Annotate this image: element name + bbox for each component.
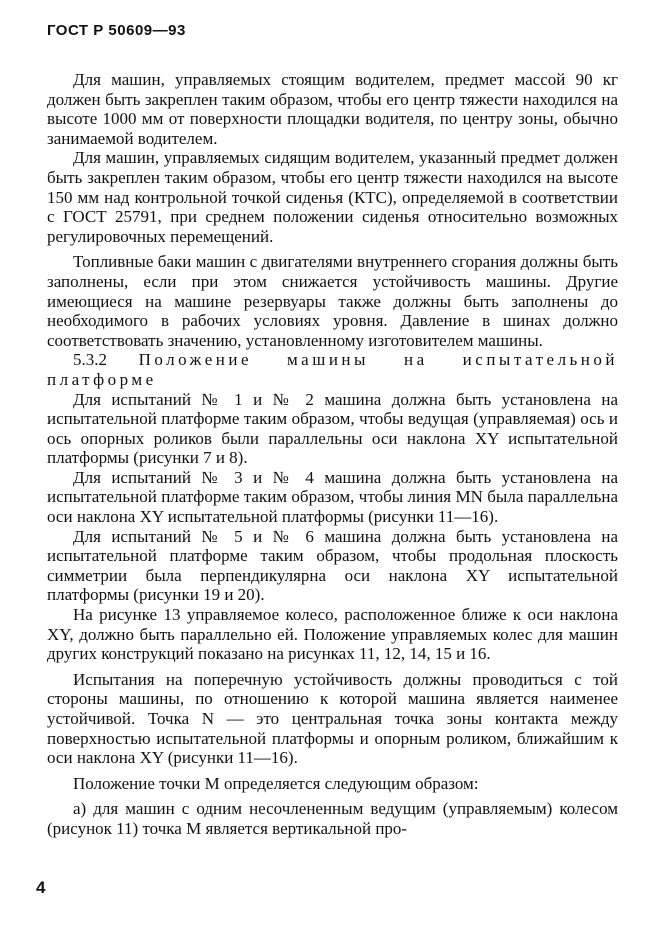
section-title: Положение машины на испытательной платформе (47, 350, 618, 389)
paragraph: На рисунке 13 управляемое колесо, расположенное ближе к оси наклона XY, должно быть параллельно ей. Положение управляемых колес для машин других конструкций показано на рисунках 11, 12, 14, 15 и 16. (47, 605, 618, 664)
paragraph: а) для машин с одним несочлененным ведущим (управляемым) колесом (рисунок 11) точка M является вертикальной про- (47, 799, 618, 838)
paragraph: Для испытаний № 1 и № 2 машина должна быть установлена на испытательной платформе таким образом, чтобы ведущая (управляемая) ось и ось опорных роликов были параллельны оси наклона XY испытательной платформы (рисунки 7 и 8). (47, 389, 618, 468)
page-number: 4 (36, 878, 46, 897)
section-heading (47, 350, 618, 389)
paragraph: Для машин, управляемых стоящим водителем, предмет массой 90 кг должен быть закреплен таким образом, чтобы его центр тяжести находился на высоте 1000 мм от поверхности площадки водителя, по центру зоны, обычно занимаемой водителем. (47, 70, 618, 148)
document-header: ГОСТ Р 50609—93 (47, 22, 186, 39)
paragraph: Для испытаний № 5 и № 6 машина должна быть установлена на испытательной платформе таким образом, чтобы продольная плоскость симметрии была перпендикулярна оси наклона XY испытательной платформы (рисунки 19 и 20). (47, 526, 618, 605)
section-number: 5.3.2 (73, 350, 107, 370)
paragraph: Для машин, управляемых сидящим водителем, указанный предмет должен быть закреплен таким образом, чтобы его центр тяжести находился на высоте 150 мм над контрольной точкой сиденья (КТС), определяемой в соответствии с ГОСТ 25791, при среднем положении сиденья относительно возможных регулировочных перемещений. (47, 148, 618, 246)
paragraph: Топливные баки машин с двигателями внутреннего сгорания должны быть заполнены, если при этом снижается устойчивость машины. Другие имеющиеся на машине резервуары также должны быть заполнены до необходимого в рабочих условиях уровня. Давление в шинах должно соответствовать значению, установленному изготовителем машины. (47, 252, 618, 350)
paragraph: Положение точки M определяется следующим образом: (73, 773, 479, 793)
body-text (47, 70, 618, 839)
paragraph: Для испытаний № 3 и № 4 машина должна быть установлена на испытательной платформе таким образом, чтобы линия MN была параллельна оси наклона XY испытательной платформы (рисунки 11—16). (47, 467, 618, 527)
paragraph: Испытания на поперечную устойчивость должны проводиться с той стороны машины, по отношению к которой машина является наименее устойчивой. Точка N — это центральная точка зоны контакта между поверхностью испытательной платформы и опорным роликом, ближайшим к оси наклона XY (рисунки 11—16). (47, 669, 618, 768)
